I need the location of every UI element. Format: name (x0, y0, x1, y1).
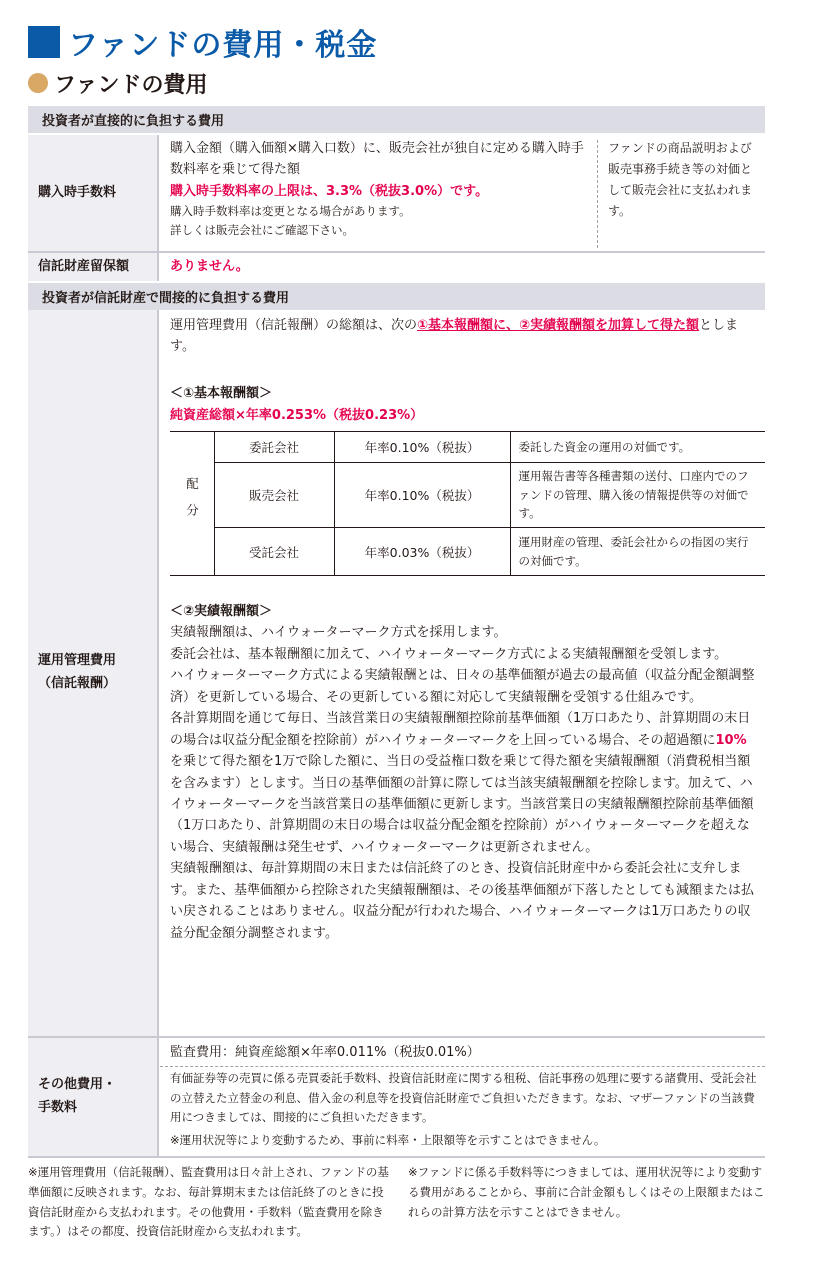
purchase-fee-highlight: 購入時手数料率の上限は、3.3%（税抜3.0%）です。 (170, 183, 489, 199)
other-fees-detail: 有価証券等の売買に係る売買委託手数料、投資信託財産に関する租税、信託事務の処理に要する諸費用、受託会社の立替えた立替金の利息、借入金の利息等を投資信託財産でご負担いただきます。なお、マザーファンドの当該費用につきましては、間接的にご負担いただきます。 (170, 1071, 757, 1125)
reserve-value: ありません。 (170, 259, 249, 274)
management-fee-label (28, 310, 157, 1036)
reserve-label: 信託財産留保額 (28, 253, 157, 281)
page-title-text: ファンドの費用・税金 (68, 28, 378, 63)
management-fee-label-1: 運用管理費用 (38, 653, 117, 669)
side-divider (597, 140, 598, 248)
purchase-fee-content (170, 138, 588, 238)
other-fees-label (28, 1038, 157, 1156)
column-divider (157, 310, 159, 1036)
column-divider (157, 1038, 159, 1156)
purchase-fee-note-2: 詳しくは販売会社にご確認下さい。 (170, 222, 354, 237)
table-row (170, 463, 765, 528)
section-subtitle (28, 68, 208, 98)
footnote-left: ※運用管理費用（信託報酬）、監査費用は日々計上され、ファンドの基準価額に反映されます。なお、毎計算期末または信託終了のときに投資信託財産から支払われます。その他費用・手数料（監査費用を除きます。）はその都度、投資信託財産から支払われます。 (28, 1165, 389, 1239)
dist-rate: 年率0.10%（税抜） (334, 432, 510, 463)
page-title (28, 22, 377, 62)
distribution-label: 配分 (170, 432, 214, 576)
perf-paragraph-3: ハイウォーターマーク方式による実績報酬とは、日々の基準価額が過去の最高値（収益分配金額調整済）を更新している場合、その更新している額に対応して実績報酬を受領する仕組みです。 (170, 668, 755, 705)
column-divider (157, 253, 159, 281)
dist-desc: 運用財産の管理、委託会社からの指図の実行の対価です。 (510, 528, 765, 576)
dashed-divider (160, 1066, 765, 1067)
perf-paragraph-5: 実績報酬額は、毎計算期間の末日または信託終了のとき、投資信託財産中から委託会社に支弁します。また、基準価額から控除された実績報酬額は、その後基準価額が下落したとしても減額または払い戻されることはありません。収益分配が行われた場合、ハイウォーターマークは1万口あたりの収益分配金額分調整されます。 (170, 861, 754, 941)
column-divider (157, 135, 159, 251)
dist-desc: 運用報告書等各種書類の送付、口座内でのファンドの管理、購入後の情報提供等の対価です。 (510, 463, 765, 528)
other-fees-caution: ※運用状況等により変動するため、事前に料率・上限額等を示すことはできません。 (170, 1133, 606, 1147)
dist-desc: 委託した資金の運用の対価です。 (510, 432, 765, 463)
management-fee-label-2: （信託報酬） (38, 676, 117, 691)
dist-rate: 年率0.03%（税抜） (334, 528, 510, 576)
purchase-fee-label: 購入時手数料 (28, 135, 157, 251)
dist-company: 委託会社 (214, 432, 334, 463)
other-fees-label-2: 手数料 (38, 1100, 78, 1115)
bullet-circle-icon (28, 73, 48, 93)
purchase-fee-side-note: ファンドの商品説明および販売事務手続き等の対価として販売会社に支払われます。 (608, 141, 753, 218)
perf-rate-highlight: 10% (715, 732, 747, 748)
title-square-icon (28, 26, 60, 58)
perf-paragraph-4 (170, 708, 758, 858)
fee-distribution-table (170, 431, 765, 576)
table-bottom-rule (28, 1156, 765, 1158)
other-fees-label-1: その他費用・ (38, 1077, 117, 1093)
basic-fee-rate: 純資産総額×年率0.253%（税抜0.23%） (170, 408, 424, 423)
indirect-cost-band: 投資者が信託財産で間接的に負担する費用 (28, 283, 765, 310)
perf-paragraph-2: 委託会社は、基本報酬額に加えて、ハイウォーターマーク方式による実績報酬額を受領します。 (170, 646, 728, 662)
performance-fee-section (170, 601, 758, 944)
intro-pre: 運用管理費用（信託報酬）の総額は、次の (170, 318, 418, 333)
management-fee-intro (170, 315, 760, 358)
purchase-fee-text: 購入金額（購入価額×購入口数）に、販売会社が独自に定める購入時手数料率を乗じて得た額 (170, 141, 584, 178)
perf-paragraph-4b: を乗じて得た額を1万で除した額に、当日の受益権口数を乗じて得た額を実績報酬額（消費税相当額を含みます）とします。当日の基準価額の計算に際しては当該実績報酬額を控除します。加えて、ハイウォーターマークを当該営業日の基準価額に更新します。当該営業日の実績報酬額控除前基準価額（1万口あたり、計算期間の末日の場合は収益分配金額を控除前）がハイウォーターマークを超えない場合、実績報酬は発生せず、ハイウォーターマークは更新されません。 (170, 754, 754, 855)
audit-fee: 監査費用：純資産総額×年率0.011%（税抜0.01%） (170, 1045, 480, 1060)
dist-rate: 年率0.10%（税抜） (334, 463, 510, 528)
perf-paragraph-1: 実績報酬額は、ハイウォーターマーク方式を採用します。 (170, 625, 507, 641)
basic-fee-heading: ＜①基本報酬額＞ (170, 386, 273, 401)
section-subtitle-text: ファンドの費用 (54, 72, 208, 98)
direct-cost-band: 投資者が直接的に負担する費用 (28, 106, 765, 133)
purchase-fee-note-1: 購入時手数料率は変更となる場合があります。 (170, 204, 411, 219)
intro-post: とします。 (170, 318, 739, 355)
perf-paragraph-4a: 各計算期間を通じて毎日、当該営業日の実績報酬額控除前基準価額（1万口あたり、計算期間の末日の場合は収益分配金額を控除前）がハイウォーターマークを上回っている場合、その超過額に (170, 711, 751, 748)
footnote-right: ※ファンドに係る手数料等につきましては、運用状況等により変動する費用があることから、事前に合計金額もしくはその上限額またはこれらの計算方法を示すことはできません。 (408, 1165, 765, 1219)
intro-highlight: ①基本報酬額に、②実績報酬額を加算して得た額 (417, 318, 700, 333)
table-row (170, 432, 765, 463)
table-row (170, 528, 765, 576)
dist-company: 受託会社 (214, 528, 334, 576)
performance-fee-heading: ＜②実績報酬額＞ (170, 604, 273, 619)
dist-company: 販売会社 (214, 463, 334, 528)
